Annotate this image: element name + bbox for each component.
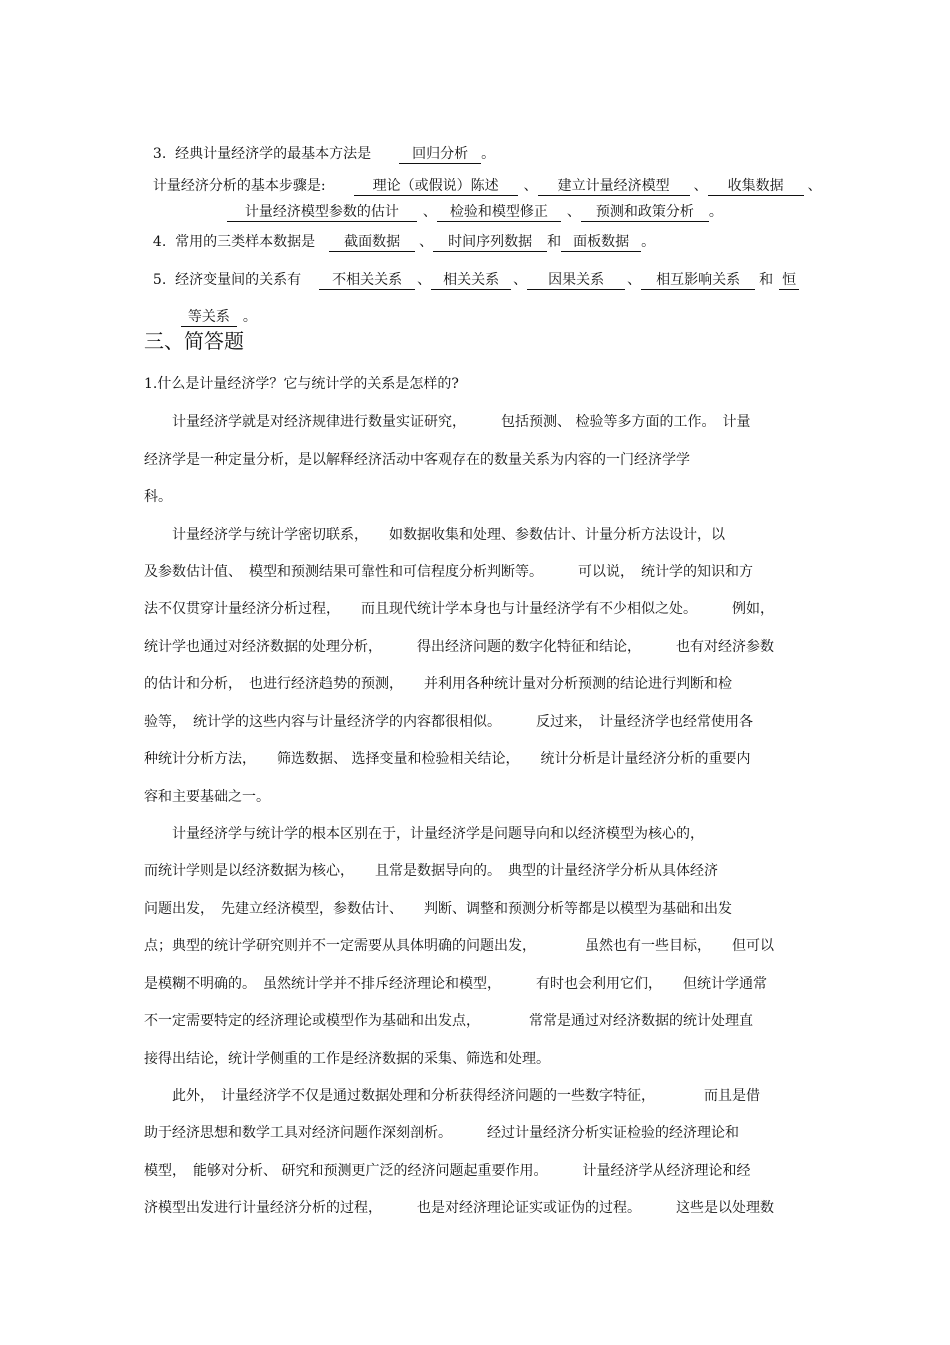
body-line: 是模糊不明确的。 虽然统计学并不排斥经济理论和模型， 有时也会利用它们， 但统计学通常 — [144, 976, 767, 992]
body-line: 验等， 统计学的这些内容与计量经济学的内容都很相似。 反过来， 计量经济学也经常使用各 — [144, 714, 753, 730]
q5-answer-2: 相关关系 — [431, 271, 511, 290]
steps-prefix: 计量经济分析的基本步骤是: — [152, 178, 326, 194]
steps-end: 。 — [708, 204, 723, 220]
q5-prefix: 经济变量间的关系有 — [175, 272, 302, 288]
q5-sep-3: 、 — [627, 272, 642, 288]
q5-and: 和 — [759, 272, 774, 288]
steps-sep-5: 、 — [566, 204, 581, 220]
q4-answer-1: 截面数据 — [329, 233, 415, 252]
q3-prefix: 经典计量经济学的最基本方法是 — [175, 146, 372, 162]
q5-end: 。 — [242, 309, 257, 325]
steps-sep-1: 、 — [523, 178, 538, 194]
body-line: 点；典型的统计学研究则并不一定需要从具体明确的问题出发， 虽然也有一些目标， 但可以 — [144, 938, 774, 954]
q4-and: 和 — [547, 234, 562, 250]
body-line: 此外， 计量经济学不仅是通过数据处理和分析获得经济问题的一些数字特征， 而且是借 — [144, 1088, 760, 1104]
body-line: 而统计学则是以经济数据为核心， 且常是数据导向的。 典型的计量经济学分析从具体经济 — [144, 863, 718, 879]
q4-number: 4. — [152, 234, 167, 250]
body-line: 的估计和分析， 也进行经济趋势的预测， 并利用各种统计量对分析预测的结论进行判断和检 — [144, 676, 732, 692]
q5-sep-2: 、 — [513, 272, 528, 288]
body-line: 容和主要基础之一。 — [144, 789, 270, 805]
steps-answer-3: 收集数据 — [708, 177, 804, 196]
body-line: 经济学是一种定量分析，是以解释经济活动中客观存在的数量关系为内容的一门经济学学 — [144, 452, 690, 468]
body-line: 接得出结论，统计学侧重的工作是经济数据的采集、筛选和处理。 — [144, 1051, 550, 1067]
q5-number: 5. — [152, 272, 167, 288]
question-5-cont — [172, 287, 257, 327]
steps-answer-4: 计量经济模型参数的估计 — [227, 203, 417, 222]
steps-answer-1: 理论（或假说）陈述 — [354, 177, 518, 196]
q4-answer-3: 面板数据 — [561, 233, 641, 252]
body-line: 统计学也通过对经济数据的处理分析， 得出经济问题的数字化特征和结论， 也有对经济参数 — [144, 639, 774, 655]
body-line: 计量经济学与统计学的根本区别在于，计量经济学是问题导向和以经济模型为核心的， — [144, 826, 704, 842]
q3-number: 3. — [152, 146, 167, 162]
steps-answer-6: 预测和政策分析 — [581, 203, 709, 222]
body-line: 种统计分析方法， 筛选数据、 选择变量和检验相关结论， 统计分析是计量经济分析的重要内 — [144, 751, 751, 767]
section-heading: 三、简答题 — [144, 329, 244, 353]
body-line: 不一定需要特定的经济理论或模型作为基础和出发点， 常常是通过对经济数据的统计处理直 — [144, 1013, 753, 1029]
question-5 — [144, 250, 799, 290]
q3-end: 。 — [481, 146, 496, 162]
body-line: 及参数估计值、 模型和预测结果可靠性和可信程度分析判断等。 可以说， 统计学的知识和方 — [144, 564, 753, 580]
q5-answer-5a: 恒 — [779, 271, 799, 290]
body-line: 模型， 能够对分析、 研究和预测更广泛的经济问题起重要作用。 计量经济学从经济理论和经 — [144, 1163, 751, 1179]
q5-answer-5b: 等关系 — [181, 308, 237, 327]
q4-sep-1: 、 — [419, 234, 434, 250]
steps-sep-3: 、 — [807, 178, 822, 194]
body-line: 计量经济学与统计学密切联系， 如数据收集和处理、参数估计、计量分析方法设计，以 — [144, 527, 725, 543]
body-line: 计量经济学就是对经济规律进行数量实证研究， 包括预测、 检验等多方面的工作。 计量 — [144, 414, 751, 430]
q4-prefix: 常用的三类样本数据是 — [175, 234, 316, 250]
steps-answer-2: 建立计量经济模型 — [538, 177, 690, 196]
steps-answer-5: 检验和模型修正 — [437, 203, 561, 222]
q3-answer-blank: 回归分析 — [399, 145, 481, 164]
steps-sep-4: 、 — [422, 204, 437, 220]
q5-answer-1: 不相关关系 — [319, 271, 415, 290]
short-answer-question-1: 1.什么是计量经济学？它与统计学的关系是怎样的? — [144, 376, 459, 392]
body-line: 法不仅贯穿计量经济分析过程， 而且现代统计学本身也与计量经济学有不少相似之处。 例如， — [144, 601, 774, 617]
question-4 — [144, 212, 655, 252]
steps-sep-2: 、 — [693, 178, 708, 194]
body-line: 问题出发， 先建立经济模型，参数估计、 判断、调整和预测分析等都是以模型为基础和出发 — [144, 901, 732, 917]
q4-end: 。 — [641, 234, 656, 250]
q4-answer-2: 时间序列数据 — [433, 233, 547, 252]
q5-answer-3: 因果关系 — [527, 271, 625, 290]
body-line: 科。 — [144, 489, 172, 505]
body-line: 助于经济思想和数学工具对经济问题作深刻剖析。 经过计量经济分析实证检验的经济理论和 — [144, 1125, 739, 1141]
body-line: 济模型出发进行计量经济分析的过程， 也是对经济理论证实或证伪的过程。 这些是以处理数 — [144, 1200, 774, 1216]
q5-answer-4: 相互影响关系 — [641, 271, 755, 290]
q5-sep-1: 、 — [417, 272, 432, 288]
